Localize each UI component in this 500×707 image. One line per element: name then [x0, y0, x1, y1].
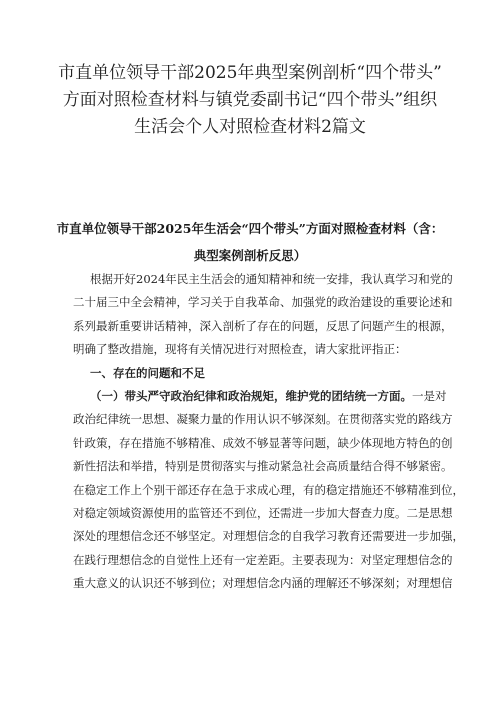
intro-paragraph-line: 二十届三中全会精神，学习关于自我革命、加强党的政治建设的重要论述和	[73, 295, 453, 310]
intro-paragraph-line: 根据开好2024年民主生活会的通知精神和统一安排，我认真学习和党的	[90, 272, 453, 286]
main-title-line-2: 方面对照检查材料与镇党委副书记“四个带头”组织	[62, 90, 438, 110]
body-paragraph-line: 新性招法和举措，特别是贯彻落实与推动紧急社会高质量结合得不够紧密。	[73, 459, 453, 474]
section-title-line-1: 市直单位领导干部2025年生活会“四个带头”方面对照检查材料（含：	[56, 221, 444, 236]
intro-paragraph-line: 明确了整改措施，现将有关情况进行对照检查，请大家批评指正：	[73, 342, 407, 357]
subheading-political-discipline: （一）带头严守政治纪律和政治规矩，维护党的团结统一方面。	[90, 388, 412, 403]
body-paragraph-line: 在稳定工作上个别干部还存在急于求成心理，有的稳定措施还不够精准到位，	[73, 482, 464, 497]
main-title-line-3: 生活会个人对照检查材料2篇文	[134, 117, 366, 137]
subheading-tail: 一是对	[412, 388, 447, 403]
document-main-title	[40, 60, 460, 141]
document-body	[73, 268, 464, 595]
heading-problems: 一、存在的问题和不足	[90, 365, 205, 380]
body-paragraph-line: 政治纪律统一思想、凝聚力量的作用认识不够深刻。在贯彻落实党的路线方	[73, 412, 453, 427]
body-paragraph-line: 在践行理想信念的自觉性上还有一定差距。主要表现为：对坚定理想信念的	[73, 552, 453, 567]
intro-paragraph-line: 系列最新重要讲话精神，深入剖析了存在的问题，反思了问题产生的根源，	[73, 318, 453, 333]
subheading-line	[73, 385, 447, 408]
body-paragraph-line: 对稳定领域资源使用的监管还不到位，还需进一步加大督查力度。二是思想	[73, 505, 453, 520]
body-paragraph-line: 重大意义的认识还不够到位；对理想信念内涵的理解还不够深刻；对理想信	[73, 576, 453, 591]
body-paragraph-line: 针政策，存在措施不够精准、成效不够显著等问题，缺少体现地方特色的创	[73, 435, 453, 450]
main-title-line-1: 市直单位领导干部2025年典型案例剖析“四个带头”	[58, 63, 442, 83]
section-title	[50, 215, 450, 269]
section-title-line-2: 典型案例剖析反思）	[193, 248, 307, 263]
body-paragraph-line: 深处的理想信念还不够坚定。对理想信念的自我学习教育还需要进一步加强，	[73, 529, 464, 544]
